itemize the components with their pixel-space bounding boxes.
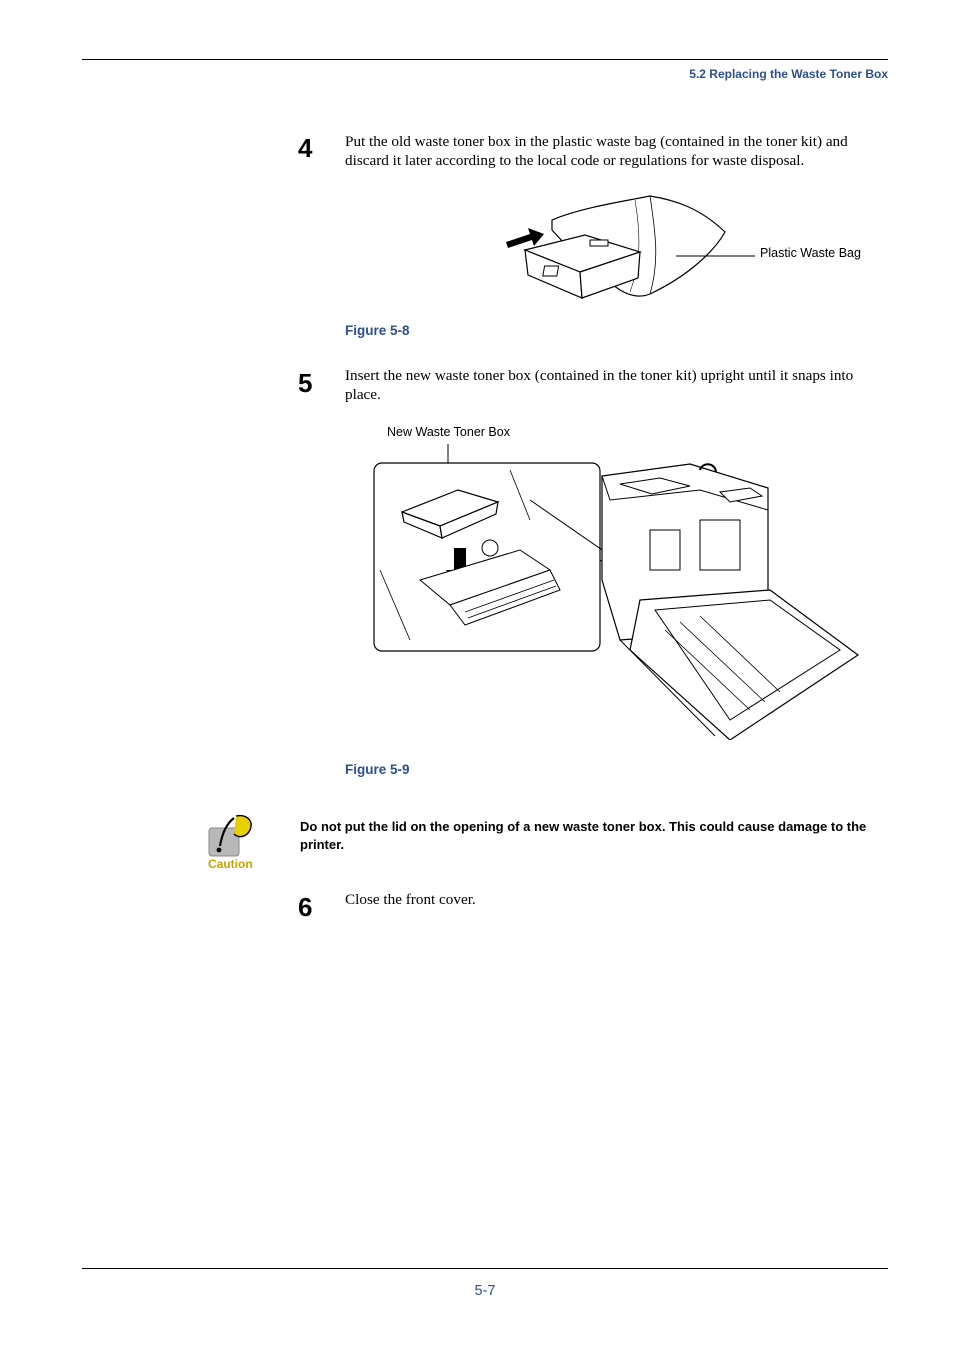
figure-5-9-illustration: [370, 440, 870, 740]
step-number-5: 5: [298, 368, 313, 398]
figure-5-9-caption: Figure 5-9: [345, 762, 410, 777]
step-text-4: Put the old waste toner box in the plastic waste bag (contained in the toner kit) and discard it later according to the local code or regulations for waste disposal.: [345, 133, 848, 169]
insert-arrow-icon: [506, 228, 544, 248]
step-text-6: Close the front cover.: [345, 891, 476, 908]
figure-5-8-caption: Figure 5-8: [345, 323, 410, 338]
page-number: 5-7: [474, 1283, 496, 1299]
step-number-6: 6: [298, 892, 313, 922]
new-waste-toner-box-label: New Waste Toner Box: [387, 425, 510, 439]
header-rule: [82, 59, 888, 60]
caution-text: Do not put the lid on the opening of a new waste toner box. This could cause damage to the printer.: [300, 819, 867, 852]
caution-label: Caution: [208, 857, 253, 871]
plastic-waste-bag-label: Plastic Waste Bag: [760, 246, 861, 260]
footer-rule: [82, 1268, 888, 1269]
step-text-5: Insert the new waste toner box (contained in the toner kit) upright until it snaps into place.: [345, 367, 854, 403]
detail-inset: [374, 463, 600, 651]
step-number-4: 4: [298, 133, 313, 163]
caution-icon: [206, 812, 256, 858]
section-header: 5.2 Replacing the Waste Toner Box: [689, 67, 888, 81]
